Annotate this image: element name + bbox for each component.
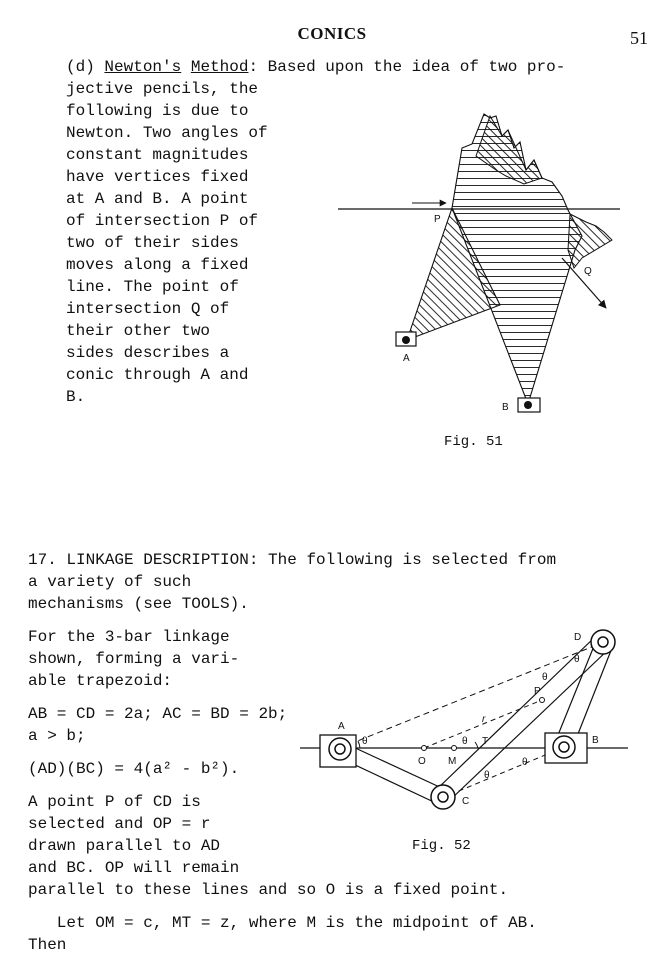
final-line: Then bbox=[28, 936, 67, 954]
intro-line: shown, forming a vari- bbox=[28, 650, 240, 668]
label-t: T bbox=[482, 736, 489, 747]
label-p: P bbox=[434, 214, 441, 225]
section-17-heading: 17. LINKAGE DESCRIPTION: The following is selected from bbox=[28, 551, 557, 569]
body-line: drawn parallel to AD bbox=[28, 837, 221, 855]
label-theta-p: θ bbox=[542, 672, 548, 683]
label-c: C bbox=[462, 796, 470, 807]
body-line: parallel to these lines and so O is a fixed point. bbox=[28, 881, 509, 899]
section-d-line: line. The point of bbox=[66, 278, 239, 296]
label-r: r bbox=[482, 714, 486, 725]
label-theta-c: θ bbox=[484, 770, 490, 781]
bar-cd-outer bbox=[436, 636, 596, 790]
label-p: P bbox=[534, 686, 541, 697]
label-m: M bbox=[448, 756, 457, 767]
point-p bbox=[540, 698, 545, 703]
intro-line: able trapezoid: bbox=[28, 672, 173, 690]
bar-db-inner bbox=[574, 648, 612, 744]
section-d-line: following is due to bbox=[66, 102, 249, 120]
section-d-line: Newton. Two angles of bbox=[66, 124, 268, 142]
joint-b-outer bbox=[553, 736, 575, 758]
angle-arc-t bbox=[475, 742, 478, 748]
label-a: A bbox=[403, 353, 410, 364]
label-b: B bbox=[502, 402, 509, 413]
section-d-line: at A and B. A point bbox=[66, 190, 249, 208]
label-o: O bbox=[418, 756, 426, 767]
label-q: Q bbox=[584, 266, 592, 277]
section-d-line: conic through A and bbox=[66, 366, 249, 384]
section-d-label: (d) bbox=[66, 58, 95, 76]
body-line: A point P of CD is bbox=[28, 793, 201, 811]
figure-52-caption: Fig. 52 bbox=[412, 838, 471, 854]
angle-arc-a bbox=[358, 741, 360, 748]
section-d-line: constant magnitudes bbox=[66, 146, 249, 164]
equation-product: (AD)(BC) = 4(a² - b²). bbox=[28, 760, 240, 778]
section-17-line: a variety of such bbox=[28, 573, 192, 591]
intro-line: For the 3-bar linkage bbox=[28, 628, 230, 646]
joint-c-outer bbox=[431, 785, 455, 809]
figure-51-caption: Fig. 51 bbox=[444, 434, 503, 450]
section-d-line: intersection Q of bbox=[66, 300, 230, 318]
body-line: and BC. OP will remain bbox=[28, 859, 240, 877]
joint-d-outer bbox=[591, 630, 615, 654]
section-d-line: two of their sides bbox=[66, 234, 239, 252]
point-o bbox=[422, 746, 427, 751]
section-d-line: jective pencils, the bbox=[66, 80, 259, 98]
section-d-title-word2: Method bbox=[190, 58, 249, 76]
section-d-line: moves along a fixed bbox=[66, 256, 249, 274]
section-d-line: their other two bbox=[66, 322, 211, 340]
section-d-title-word1: Newton's bbox=[104, 58, 182, 76]
label-a: A bbox=[338, 721, 345, 732]
final-line: Let OM = c, MT = z, where M is the midpoint of AB. bbox=[28, 914, 537, 932]
label-theta-b: θ bbox=[522, 757, 528, 768]
section-d-line: B. bbox=[66, 388, 86, 406]
joint-a-outer bbox=[329, 738, 351, 760]
equation-lengths: AB = CD = 2a; AC = BD = 2b; bbox=[28, 705, 288, 723]
running-head-title: CONICS bbox=[297, 24, 367, 43]
section-d-line: of intersection P of bbox=[66, 212, 259, 230]
section-17-line: mechanisms (see TOOLS). bbox=[28, 595, 249, 613]
section-d-line: sides describes a bbox=[66, 344, 230, 362]
dashed-line-ad bbox=[340, 642, 604, 748]
point-m bbox=[452, 746, 457, 751]
section-d-line: have vertices fixed bbox=[66, 168, 249, 186]
equation-inequality: a > b; bbox=[28, 727, 86, 745]
bar-cd-inner bbox=[450, 648, 610, 800]
label-theta-a: θ bbox=[362, 736, 368, 747]
label-theta-d: θ bbox=[574, 654, 580, 665]
label-theta-o: θ bbox=[462, 736, 468, 747]
section-d-line1-rest: : Based upon the idea of two pro- bbox=[248, 58, 566, 76]
label-b: B bbox=[592, 735, 599, 746]
page-number: 51 bbox=[630, 28, 648, 48]
body-line: selected and OP = r bbox=[28, 815, 211, 833]
label-d: D bbox=[574, 632, 582, 643]
